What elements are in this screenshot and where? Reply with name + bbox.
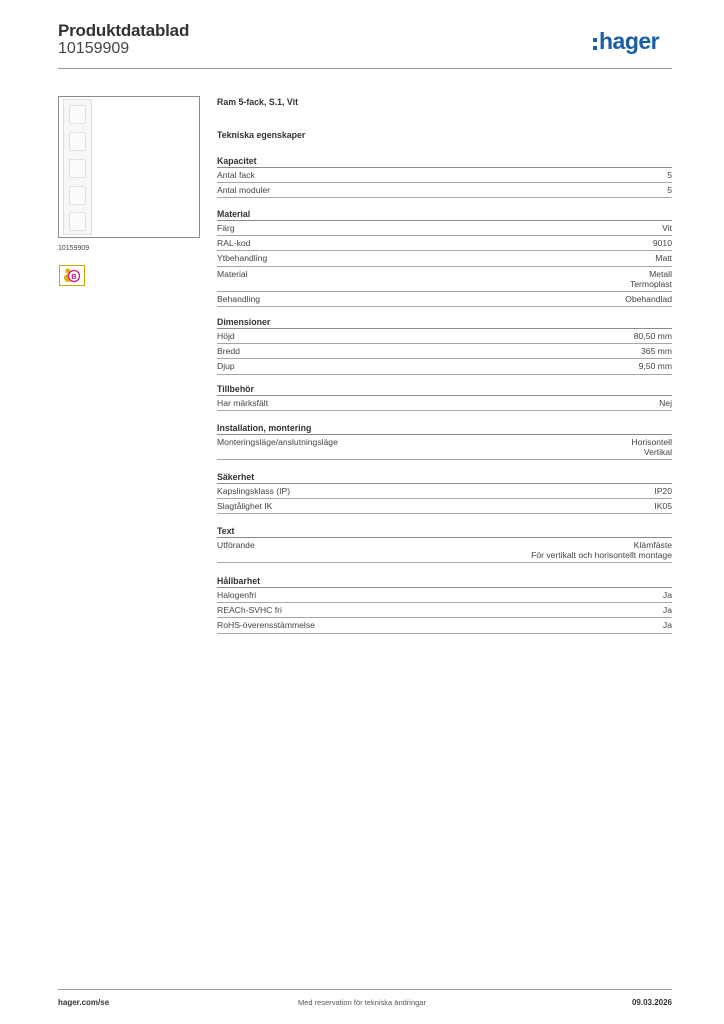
spec-value — [653, 238, 672, 248]
spec-value — [667, 185, 672, 195]
spec-row — [217, 396, 672, 411]
spec-value — [654, 501, 672, 511]
spec-value-line: IK05 — [654, 501, 672, 512]
spec-section — [217, 422, 672, 460]
spec-label: Ytbehandling — [217, 253, 268, 264]
spec-row — [217, 344, 672, 359]
header-product-number: 10159909 — [58, 40, 130, 57]
spec-value — [625, 294, 672, 304]
frame-slot — [69, 105, 86, 124]
specs-heading: Tekniska egenskaper — [217, 130, 306, 140]
footer-website: hager.com/se — [58, 998, 110, 1007]
spec-value-line: Obehandlad — [625, 294, 672, 305]
section-title: Installation, montering — [217, 422, 672, 435]
hager-logo — [593, 28, 659, 55]
spec-value — [667, 170, 672, 180]
image-caption: 10159909 — [58, 245, 90, 252]
spec-section — [217, 316, 672, 375]
section-title: Hållbarhet — [217, 575, 672, 588]
spec-label: Material — [217, 268, 248, 279]
spec-row — [217, 538, 672, 563]
spec-value — [631, 437, 672, 457]
spec-row — [217, 359, 672, 374]
spec-section — [217, 575, 672, 634]
spec-value — [663, 590, 672, 600]
spec-value-line: Metall — [649, 268, 672, 279]
spec-label: RAL-kod — [217, 238, 251, 249]
footer-disclaimer: Med reservation för tekniska ändringar — [298, 998, 426, 1007]
spec-label: Antal moduler — [217, 185, 271, 196]
spec-row — [217, 618, 672, 633]
spec-label: Höjd — [217, 331, 235, 341]
product-image — [58, 96, 200, 238]
spec-row — [217, 221, 672, 236]
spec-value — [641, 346, 672, 356]
spec-row — [217, 603, 672, 618]
spec-row — [217, 435, 672, 460]
spec-value-line: Ja — [662, 605, 672, 616]
spec-value-line: Vertikal — [643, 447, 672, 458]
section-title: Text — [217, 525, 672, 538]
spec-label: Har märksfält — [217, 398, 269, 408]
spec-section — [217, 525, 672, 563]
spec-value — [663, 620, 672, 630]
spec-value-line: 80,50 mm — [633, 331, 672, 341]
spec-value — [655, 253, 672, 263]
spec-value — [654, 486, 672, 496]
spec-value — [662, 223, 672, 233]
spec-section — [217, 383, 672, 411]
spec-section — [217, 155, 672, 198]
spec-value — [634, 331, 672, 341]
halogen-free-badge-icon — [59, 265, 85, 286]
spec-value-line: Matt — [655, 253, 672, 264]
spec-label: Halogenfri — [217, 590, 257, 600]
spec-value-line: IP20 — [654, 486, 672, 496]
spec-label: Utförande — [217, 540, 255, 550]
section-title: Säkerhet — [217, 471, 672, 484]
spec-row — [217, 251, 672, 266]
spec-label: REACh-SVHC fri — [217, 605, 282, 616]
spec-row — [217, 329, 672, 344]
spec-label: Djup — [217, 361, 235, 372]
frame-slot — [69, 186, 86, 205]
spec-row — [217, 499, 672, 514]
frame-slot — [69, 132, 86, 151]
logo-dots-icon — [593, 38, 597, 50]
header-divider — [58, 68, 672, 69]
footer-date: 09.03.2026 — [631, 998, 672, 1007]
spec-value-line: 5 — [667, 185, 672, 196]
spec-label: Antal fack — [217, 170, 255, 180]
spec-label: Behandling — [217, 294, 261, 305]
spec-value-line: 5 — [667, 170, 672, 180]
spec-row — [217, 183, 672, 198]
spec-label: Färg — [217, 223, 235, 233]
spec-label: Slagtålighet IK — [217, 501, 273, 512]
svg-text:B: B — [71, 271, 77, 281]
spec-value-line: För vertikalt och horisontellt montage — [531, 550, 672, 561]
spec-row — [217, 588, 672, 603]
section-title: Material — [217, 208, 672, 221]
frame-plate — [63, 99, 92, 235]
frame-slot — [69, 212, 86, 231]
spec-label: Kapslingsklass (IP) — [217, 486, 291, 496]
spec-value — [663, 605, 672, 615]
spec-value-line: 9,50 mm — [638, 361, 672, 372]
spec-section — [217, 471, 672, 514]
spec-row — [217, 236, 672, 251]
spec-row — [217, 292, 672, 307]
spec-value-line: Ja — [662, 620, 672, 631]
spec-value-line: Vit — [662, 223, 672, 233]
header-title: Produktdatablad — [58, 21, 190, 40]
spec-value-line: Klämfäste — [633, 540, 672, 550]
spec-value — [531, 540, 672, 560]
frame-slot — [69, 159, 86, 178]
spec-value-line: 365 mm — [640, 346, 672, 357]
spec-value-line: 9010 — [652, 238, 672, 249]
spec-row — [217, 267, 672, 292]
section-title: Dimensioner — [217, 316, 672, 329]
spec-value-line: Horisontell — [631, 437, 672, 447]
section-title: Tillbehör — [217, 383, 672, 396]
spec-value — [659, 398, 672, 408]
product-name: Ram 5-fack, S.1, Vit — [217, 97, 299, 107]
spec-row — [217, 484, 672, 499]
spec-label: Bredd — [217, 346, 240, 357]
section-title: Kapacitet — [217, 155, 672, 168]
spec-value-line: Nej — [659, 398, 672, 408]
spec-section — [217, 208, 672, 307]
footer-divider — [58, 989, 672, 990]
spec-label: RoHS-överensstämmelse — [217, 620, 315, 631]
spec-value — [639, 361, 672, 371]
spec-value-line: Ja — [662, 590, 672, 600]
spec-label: Monteringsläge/anslutningsläge — [217, 437, 338, 447]
logo-text: hager — [599, 28, 660, 54]
spec-value-line: Termoplast — [629, 278, 672, 289]
spec-value — [630, 269, 672, 289]
spec-row — [217, 168, 672, 183]
